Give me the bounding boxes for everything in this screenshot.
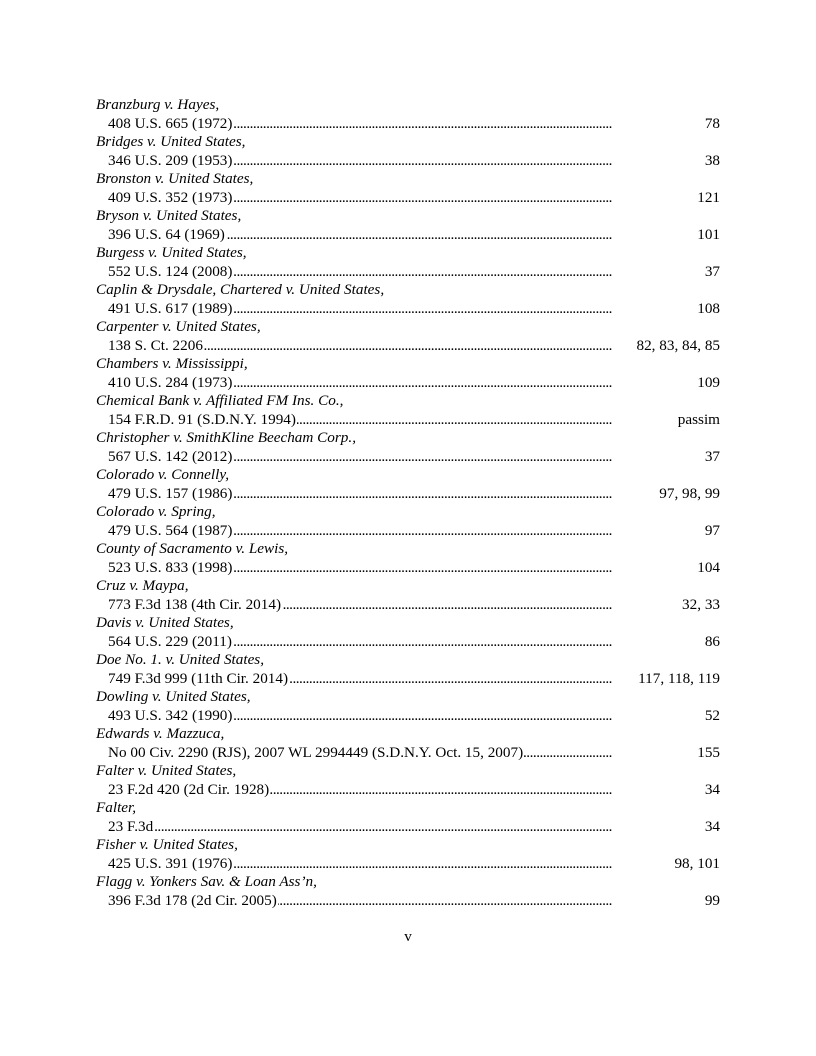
citation-line [96,263,720,282]
authority-entry-doe [96,651,720,688]
authority-entry-county-sacramento [96,540,720,577]
citation: 410 U.S. 284 (1973) [108,373,233,391]
page-references: 108 [697,299,720,317]
citation: 396 U.S. 64 (1969) [108,225,225,243]
case-name-text: Bridges v. United States [96,133,242,150]
citation-line [96,707,720,726]
case-name-text: County of Sacramento v. Lewis [96,540,285,557]
case-name-text: Colorado v. Connelly [96,466,226,483]
case-name-text: Carpenter v. United States [96,318,257,335]
case-name: Davis v. United States, [96,614,234,631]
citation-line [96,189,720,208]
case-name: Branzburg v. Hayes, [96,96,220,113]
case-name: Bronston v. United States, [96,170,254,187]
citation: 138 S. Ct. 2206 [108,336,203,354]
case-name-text: Davis v. United States [96,614,230,631]
citation: 552 U.S. 124 (2008) [108,262,233,280]
case-name: Falter v. United States, [96,762,237,779]
page-references: 38 [704,151,720,169]
citation: 154 F.R.D. 91 (S.D.N.Y. 1994) [108,410,296,428]
authority-entry-chambers [96,355,720,392]
page-references: 155 [697,743,720,761]
case-name-text: Branzburg v. Hayes [96,96,216,113]
page-references: 98, 101 [674,854,720,872]
citation-line [96,892,720,911]
authority-entry-bronston [96,170,720,207]
authority-entry-fisher [96,836,720,873]
case-name-text: Bronston v. United States [96,170,250,187]
case-name: Chambers v. Mississippi, [96,355,248,372]
citation-line [96,448,720,467]
page-references: 99 [704,891,720,909]
authority-entry-dowling [96,688,720,725]
authority-entry-flagg [96,873,720,910]
authority-entry-bryson [96,207,720,244]
page-references: 109 [697,373,720,391]
citation-line [96,633,720,652]
citation-line [96,818,720,837]
citation: 23 F.2d 420 (2d Cir. 1928) [108,780,270,798]
page-references: 121 [697,188,720,206]
page-references: passim [677,410,720,428]
case-name-text: Fisher v. United States [96,836,235,853]
case-name-text: Chemical Bank v. Affiliated FM Ins. Co. [96,392,340,409]
authority-entry-falter-short [96,799,720,836]
case-name-text: Caplin & Drysdale, Chartered v. United States [96,281,381,298]
citation: 23 F.3d [108,817,154,835]
citation-line [96,781,720,800]
case-name-text: Bryson v. United States [96,207,238,224]
authority-entry-christopher [96,429,720,466]
citation-line [96,596,720,615]
authority-entry-branzburg [96,96,720,133]
page-references: 97 [704,521,720,539]
case-name: Doe No. 1. v. United States, [96,651,265,668]
authority-entry-cruz [96,577,720,614]
citation: 396 F.3d 178 (2d Cir. 2005) [108,891,277,909]
case-name: Fisher v. United States, [96,836,238,853]
authority-entry-falter [96,762,720,799]
case-name-text: Falter [96,799,133,816]
citation: 479 U.S. 564 (1987) [108,521,233,539]
citation: 493 U.S. 342 (1990) [108,706,233,724]
case-name: Carpenter v. United States, [96,318,261,335]
case-name-text: Falter v. United States [96,762,233,779]
authority-entry-burgess [96,244,720,281]
page-references: 82, 83, 84, 85 [636,336,720,354]
page-references: 86 [704,632,720,650]
case-name: Cruz v. Maypa, [96,577,189,594]
citation-line [96,411,720,430]
page-references: 117, 118, 119 [638,669,720,687]
authority-entry-bridges [96,133,720,170]
citation: 567 U.S. 142 (2012) [108,447,233,465]
citation: 523 U.S. 833 (1998) [108,558,233,576]
authority-entry-chemical-bank [96,392,720,429]
page-references: 34 [704,780,720,798]
page-references: 52 [704,706,720,724]
case-name: Burgess v. United States, [96,244,247,261]
citation: 564 U.S. 229 (2011) [108,632,232,650]
page-references: 101 [697,225,720,243]
case-name-text: Colorado v. Spring [96,503,212,520]
case-name-text: Doe No. 1. v. United States [96,651,261,668]
citation-line [96,744,720,763]
citation-line [96,522,720,541]
case-name-text: Burgess v. United States [96,244,243,261]
case-name: Chemical Bank v. Affiliated FM Ins. Co., [96,392,344,409]
page-references: 32, 33 [682,595,720,613]
citation-line [96,559,720,578]
citation-line [96,115,720,134]
case-name: Flagg v. Yonkers Sav. & Loan Ass’n, [96,873,317,890]
page-references: 78 [704,114,720,132]
case-name-text: Cruz v. Maypa [96,577,185,594]
citation-line [96,374,720,393]
case-name: Dowling v. United States, [96,688,251,705]
authority-entry-carpenter [96,318,720,355]
citation: 425 U.S. 391 (1976) [108,854,233,872]
table-of-authorities [96,96,720,910]
case-name: Colorado v. Connelly, [96,466,230,483]
citation: 408 U.S. 665 (1972) [108,114,233,132]
citation: 479 U.S. 157 (1986) [108,484,233,502]
case-name-text: Dowling v. United States [96,688,247,705]
citation: No 00 Civ. 2290 (RJS), 2007 WL 2994449 (S.D.N.Y. Oct. 15, 2007) [108,743,524,761]
authority-entry-davis [96,614,720,651]
authority-entry-edwards [96,725,720,762]
case-name: County of Sacramento v. Lewis, [96,540,289,557]
citation-line [96,226,720,245]
authority-entry-colorado-spring [96,503,720,540]
citation-line [96,485,720,504]
page-references: 37 [704,447,720,465]
case-name: Christopher v. SmithKline Beecham Corp., [96,429,356,446]
citation: 773 F.3d 138 (4th Cir. 2014) [108,595,282,613]
citation: 346 U.S. 209 (1953) [108,151,233,169]
case-name-text: Flagg v. Yonkers Sav. & Loan Ass’n [96,873,314,890]
authority-entry-colorado-connelly [96,466,720,503]
page-references: 34 [704,817,720,835]
page-references: 37 [704,262,720,280]
page-number: v [404,928,412,945]
page-references: 97, 98, 99 [659,484,720,502]
case-name: Falter, [96,799,137,816]
citation-line [96,855,720,874]
citation: 491 U.S. 617 (1989) [108,299,233,317]
citation: 749 F.3d 999 (11th Cir. 2014) [108,669,289,687]
case-name: Edwards v. Mazzuca, [96,725,225,742]
citation-line [96,670,720,689]
citation-line [96,152,720,171]
case-name-text: Edwards v. Mazzuca [96,725,221,742]
case-name: Bryson v. United States, [96,207,242,224]
case-name-text: Chambers v. Mississippi [96,355,244,372]
authority-entry-caplin [96,281,720,318]
citation: 409 U.S. 352 (1973) [108,188,233,206]
case-name: Bridges v. United States, [96,133,246,150]
citation-line [96,337,720,356]
case-name: Colorado v. Spring, [96,503,216,520]
citation-line [96,300,720,319]
page-references: 104 [697,558,720,576]
case-name: Caplin & Drysdale, Chartered v. United States, [96,281,385,298]
case-name-text: Christopher v. SmithKline Beecham Corp. [96,429,353,446]
dot-leader [108,818,720,837]
